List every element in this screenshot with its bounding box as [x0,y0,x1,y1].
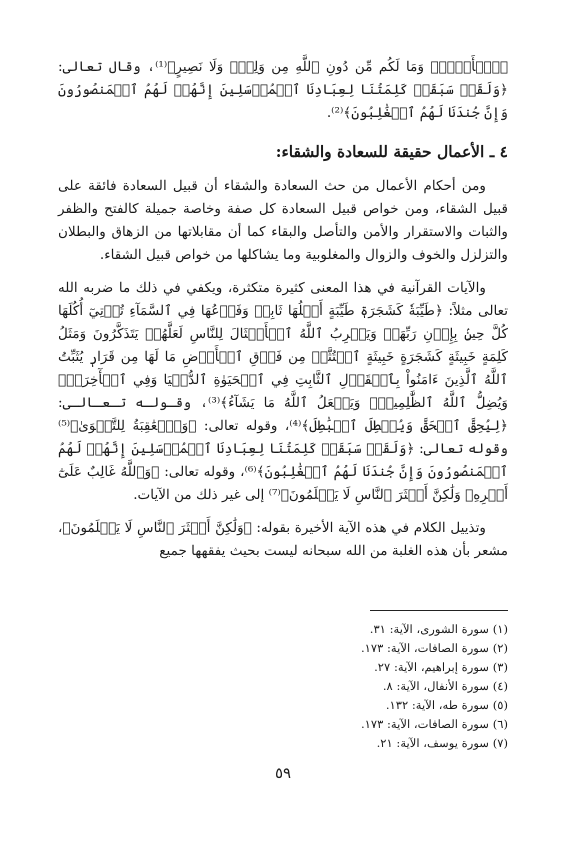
footnote-divider [370,610,508,611]
footnote-item: (٤) سورة الأنفال، الآية: ٨. [382,679,508,693]
paragraph-closing: وتذييل الكلام في هذه الآية الأخيرة بقوله: ﴿وَلَٰكِنَّ أَكۡثَرَ ٱلنَّاسِ لَا يَعۡلَمُونَ﴾، مشعر بأن هذه الغلبة من الله سبحانه ليست بحيث يفقهها جميع [58,520,508,559]
footnotes-list [361,620,508,753]
footnote-item: (٢) سورة الصافات، الآية: ١٧٣. [360,641,508,655]
paragraph-quran-verses: والآيات القرآنية في هذا المعنى كثيرة متكثرة، ويكفي في ذلك ما ضربه الله تعالى مثلاً: ﴿طَيِّبَةٗ كَشَجَرَةٖ طَيِّبَةٍ أَصۡلُهَا ثَابِتٞ وَفَرۡعُهَا فِي ٱلسَّمَآءِ تُؤۡتِيٓ أُكُلَهَا كُلَّ حِينِۢ بِإِذۡنِ رَبِّهَاۗ وَيَضۡرِبُ ٱللَّهُ ٱلۡأَمۡثَالَ لِلنَّاسِ لَعَلَّهُمۡ يَتَذَكَّرُونَ وَمَثَلُ كَلِمَةٍ خَبِيثَةٍ كَشَجَرَةٍ خَبِيثَةٍ ٱجۡتُثَّتۡ مِن فَوۡقِ ٱلۡأَرۡضِ مَا لَهَا مِن قَرَارٖ يُثَبِّتُ ٱللَّهُ ٱلَّذِينَ ءَامَنُواْ بِٱلۡقَوۡلِ ٱلثَّابِتِ فِي ٱلۡحَيَوٰةِ ٱلدُّنۡيَا وَفِي ٱلۡأٓخِرَةِۖ وَيُضِلُّ ٱللَّهُ ٱلظَّٰلِمِينَۚ وَيَفۡعَلُ ٱللَّهُ مَا يَشَآءُ﴾⁽³⁾، وقـولـه تـعـالـى: ﴿لِيُحِقَّ ٱلۡحَقَّ وَيُبۡطِلَ ٱلۡبَٰطِلَ﴾⁽⁴⁾، وقوله تعالى: ﴿وَٱلۡعَٰقِبَةُ لِلتَّقۡوَىٰ﴾⁽⁵⁾ وقوله تعالى: ﴿وَلَقَدۡ سَبَقَتۡ كَلِمَتُنَا لِعِبَادِنَا ٱلۡمُرۡسَلِينَ إِنَّهُمۡ لَهُمُ ٱلۡمَنصُورُونَ وَإِنَّ جُندَنَا لَهُمُ ٱلۡغَٰلِبُونَ﴾⁽⁶⁾، وقوله تعالى: ﴿وَٱللَّهُ غَالِبٌ عَلَىٰٓ أَمۡرِهِۦ وَلَٰكِنَّ أَكۡثَرَ ٱلنَّاسِ لَا يَعۡلَمُونَ﴾⁽⁷⁾ إلى غير ذلك من الآيات. [58,280,508,503]
footnote-item: (٦) سورة الصافات، الآية: ١٧٣. [360,717,508,731]
footnote-item: (٣) سورة إبراهيم، الآية: ٢٧. [374,660,508,674]
footnote-item: (١) سورة الشورى، الآية: ٣١. [369,622,508,636]
footnote-item: (٧) سورة يوسف، الآية: ٢١. [376,736,508,750]
page-number: ٥٩ [274,764,292,782]
paragraph-quran-citation: ﴿ٱلۡأَرۡضِۖ وَمَا لَكُم مِّن دُونِ ٱللَّهِ مِن وَلِيّٖ وَلَا نَصِيرٍ﴾⁽¹⁾، وقال تعالى: ﴿وَلَقَدۡ سَبَقَتۡ كَلِمَتُنَا لِعِبَادِنَا ٱلۡمُرۡسَلِينَ إِنَّهُمۡ لَهُمُ ٱلۡمَنصُورُونَ وَإِنَّ جُندَنَا لَهُمُ ٱلۡغَٰلِبُونَ﴾⁽²⁾. [58,59,509,121]
page-body [58,56,508,563]
section-heading: ٤ ـ الأعمال حقيقة للسعادة والشقاء: [275,142,508,161]
footnote-item: (٥) سورة طه، الآية: ١٣٢. [385,698,508,712]
paragraph-happiness-types: ومن أحكام الأعمال من حث السعادة والشقاء أن قبيل السعادة فائقة على قبيل الشقاء، ومن خواص قبيل السعادة كل صفة وخاصة جميلة كالفتح والظفر والثبات والاستقرار والأمن والتأصل والبقاء كما أن مقابلاتها من الزهاق والبطلان والتزلزل والخوف والزوال والمغلوبية وما يشاكلها من خواص قبيل الشقاء. [58,178,508,263]
